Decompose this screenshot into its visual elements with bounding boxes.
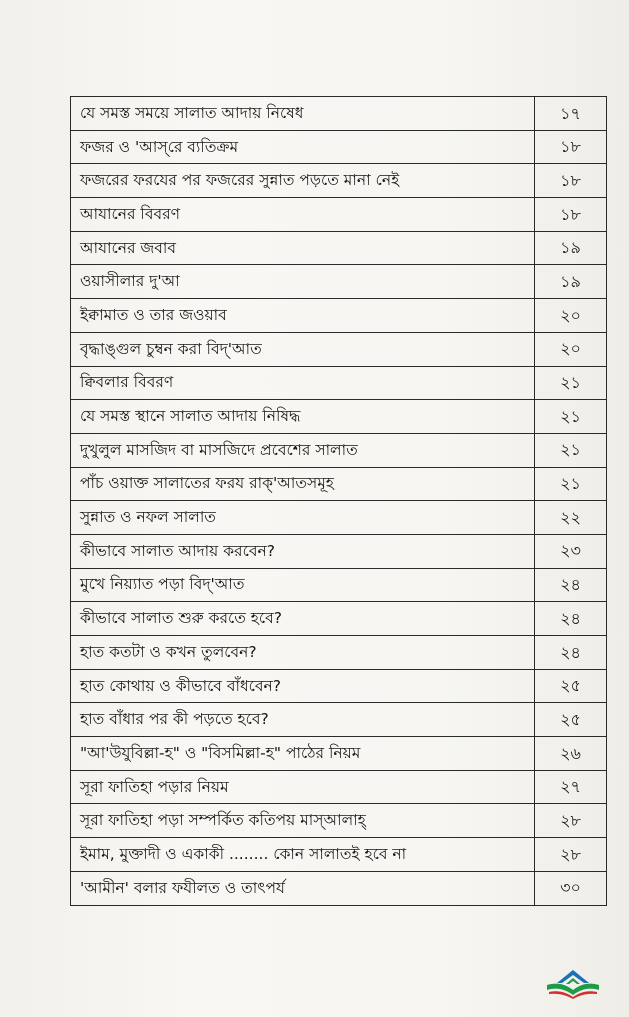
toc-row: [71, 164, 607, 198]
toc-entry-page: ৩০: [535, 871, 607, 905]
toc-row: [71, 467, 607, 501]
toc-entry-title: ফজর ও 'আস্‌রে ব্যতিক্রম: [71, 130, 535, 164]
table-of-contents: [70, 96, 607, 906]
toc-entry-title: কীভাবে সালাত শুরু করতে হবে?: [71, 602, 535, 636]
toc-entry-title: দুখুলুল মাসজিদ বা মাসজিদে প্রবেশের সালাত: [71, 433, 535, 467]
toc-entry-page: ২২: [535, 501, 607, 535]
toc-entry-page: ২৪: [535, 602, 607, 636]
toc-entry-page: ১৯: [535, 231, 607, 265]
toc-row: [71, 231, 607, 265]
toc-entry-page: ২০: [535, 332, 607, 366]
toc-row: [71, 501, 607, 535]
toc-row: [71, 265, 607, 299]
toc-row: [71, 838, 607, 872]
toc-entry-page: ২৮: [535, 838, 607, 872]
toc-entry-title: মুখে নিয়্যাত পড়া বিদ্‌'আত: [71, 568, 535, 602]
logo-inner-arch: [566, 978, 580, 984]
toc-entry-page: ১৮: [535, 164, 607, 198]
toc-row: [71, 602, 607, 636]
toc-entry-page: ২৪: [535, 568, 607, 602]
toc-row: [71, 332, 607, 366]
toc-entry-title: সূরা ফাতিহা পড়ার নিয়ম: [71, 770, 535, 804]
toc-entry-page: ২১: [535, 400, 607, 434]
toc-entry-title: বৃদ্ধাঙ্গুল চুম্বন করা বিদ্‌'আত: [71, 332, 535, 366]
toc-entry-page: ২৫: [535, 669, 607, 703]
toc-entry-page: ২০: [535, 299, 607, 333]
toc-entry-title: হাত কতটা ও কখন তুলবেন?: [71, 636, 535, 670]
toc-entry-page: ২৪: [535, 636, 607, 670]
toc-entry-page: ২৬: [535, 737, 607, 771]
toc-row: [71, 299, 607, 333]
toc-entry-page: ১৮: [535, 198, 607, 232]
toc-row: [71, 97, 607, 131]
toc-entry-title: আযানের বিবরণ: [71, 198, 535, 232]
toc-entry-page: ১৭: [535, 97, 607, 131]
toc-row: [71, 770, 607, 804]
toc-entry-title: সুন্নাত ও নফল সালাত: [71, 501, 535, 535]
logo-arch: [557, 970, 589, 983]
toc-row: [71, 737, 607, 771]
toc-entry-page: ২৩: [535, 534, 607, 568]
toc-row: [71, 366, 607, 400]
toc-entry-title: সূরা ফাতিহা পড়া সম্পর্কিত কতিপয় মাস্‌আলাহ্‌: [71, 804, 535, 838]
toc-row: [71, 804, 607, 838]
toc-entry-page: ২৫: [535, 703, 607, 737]
toc-entry-page: ১৮: [535, 130, 607, 164]
toc-entry-title: যে সমস্ত সময়ে সালাত আদায় নিষেধ: [71, 97, 535, 131]
toc-entry-title: ওয়াসীলার দু'আ: [71, 265, 535, 299]
toc-entry-title: ক্বিবলার বিবরণ: [71, 366, 535, 400]
toc-row: [71, 198, 607, 232]
toc-entry-page: ২১: [535, 467, 607, 501]
toc-entry-page: ২৭: [535, 770, 607, 804]
toc-entry-page: ১৯: [535, 265, 607, 299]
toc-row: [71, 636, 607, 670]
book-arch-logo-icon: [543, 966, 603, 1000]
toc-entry-title: ইক্বামাত ও তার জওয়াব: [71, 299, 535, 333]
toc-row: [71, 130, 607, 164]
toc-entry-page: ২৮: [535, 804, 607, 838]
toc-entry-title: হাত বাঁধার পর কী পড়তে হবে?: [71, 703, 535, 737]
toc-row: [71, 568, 607, 602]
toc-entry-title: পাঁচ ওয়াক্ত সালাতের ফরয রাক্‌'আতসমূহ: [71, 467, 535, 501]
toc-entry-title: 'আমীন' বলার ফযীলত ও তাৎপর্য: [71, 871, 535, 905]
toc-row: [71, 703, 607, 737]
toc-entry-page: ২১: [535, 366, 607, 400]
toc-entry-title: আযানের জবাব: [71, 231, 535, 265]
toc-entry-title: ইমাম, মুক্তাদী ও একাকী ........ কোন সালাতই হবে না: [71, 838, 535, 872]
toc-entry-title: যে সমস্ত স্থানে সালাত আদায় নিষিদ্ধ: [71, 400, 535, 434]
toc-entry-title: "আ'উযুবিল্লা-হ" ও "বিসমিল্লা-হ" পাঠের নিয়ম: [71, 737, 535, 771]
toc-entry-title: কীভাবে সালাত আদায় করবেন?: [71, 534, 535, 568]
toc-row: [71, 433, 607, 467]
toc-entry-page: ২১: [535, 433, 607, 467]
toc-row: [71, 400, 607, 434]
toc-row: [71, 669, 607, 703]
toc-entry-title: হাত কোথায় ও কীভাবে বাঁধবেন?: [71, 669, 535, 703]
toc-row: [71, 534, 607, 568]
toc-entry-title: ফজরের ফরযের পর ফজরের সুন্নাত পড়তে মানা নেই: [71, 164, 535, 198]
toc-body: [71, 97, 607, 906]
toc-row: [71, 871, 607, 905]
